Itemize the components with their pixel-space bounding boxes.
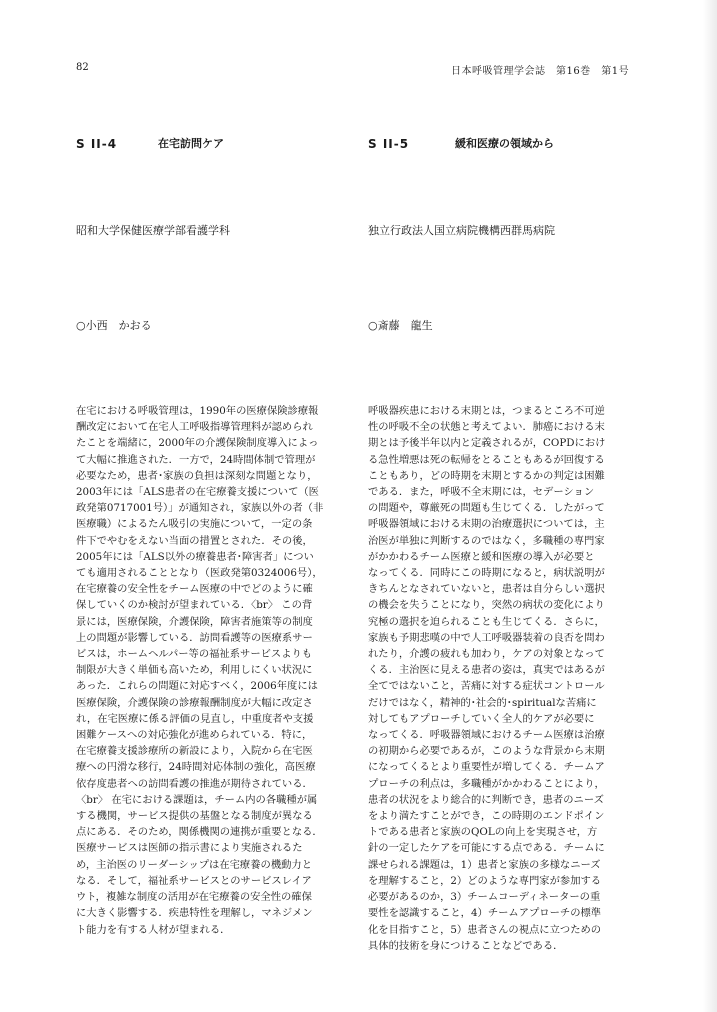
scan-edge-shadow <box>703 0 717 1012</box>
abstract-body-left: 在宅における呼吸管理は，1990年の医療保険診療報 酬改定において在宅人工呼吸指導管理料が認められ たことを端緒に，2000年の介護保険制度導入によっ て大幅に推進された．一方で，24時間体制で管理が 必要なため，患者･家族の負担は深刻な問題となり， 2003年には「ALS患者の在宅療養支援について（医 政発第0717001号）」が通知され，家族以外の者（非 医療職）によるたん吸引の実施について，一定の条 件下でやむをえない当面の措置とされた．その後， 2005年には「ALS以外の療養患者･障害者」につい ても適用されることとなり（医政発第0324006号）， 在宅療養の安全性をチーム医療の中でどのように確 保していくのか検討が望まれている．〈br〉 この背 景には，医療保険，介護保険，障害者施策等の制度 上の問題が影響している．訪問看護等の医療系サー ビスは，ホームヘルパー等の福祉系サービスよりも 制限が大きく単価も高いため，利用しにくい状況に あった．これらの問題に対応すべく，2006年度には 医療保険，介護保険の診療報酬制度が大幅に改定さ れ，在宅医療に係る評価の見直し，中重度者や支援 困難ケースへの対応強化が進められている．特に， 在宅療養支援診療所の新設により，入院から在宅医 療への円滑な移行，24時間対応体制の強化，高医療 依存度患者への訪問看護の推進が期待されている． 〈br〉 在宅における課題は，チーム内の各職種が属 する機関，サービス提供の基盤となる制度が異なる 点にある．そのため，関係機関の連携が重要となる． 医療サービスは医師の指示書により実施されるた め，主治医のリーダーシップは在宅療養の機動力と なる．そして，福祉系サービスとのサービスレイア ウト，複雑な制度の活用が在宅療養の安全性の確保 に大きく影響する．疾患特性を理解し，マネジメン ト能力を有する人材が望まれる． <box>76 405 324 936</box>
affiliation-left: 昭和大学保健医療学部看護学科 <box>76 224 230 237</box>
journal-header: 日本呼吸管理学会誌 第16巻 第1号 <box>451 66 630 77</box>
session-title-right: 緩和医療の領域から <box>455 137 554 150</box>
page-number: 82 <box>76 62 89 73</box>
session-title-left: 在宅訪問ケア <box>158 137 224 150</box>
session-code-left: S II-4 <box>76 137 118 151</box>
affiliation-right: 独立行政法人国立病院機構西群馬病院 <box>368 224 555 237</box>
author-right: ○斎藤 龍生 <box>368 319 433 332</box>
session-code-right: S II-5 <box>368 137 410 151</box>
abstract-body-right: 呼吸器疾患における末期とは，つまるところ不可逆 性の呼吸不全の状態と考えてよい．肺癌における末 期とは予後半年以内と定義されるが，COPDにおけ る急性増悪は死の転帰をとることもあるが回復する こともあり，どの時期を末期とするかの判定は困難 である．また，呼吸不全末期には，セデーション の問題や，尊厳死の問題も生じてくる．したがって 呼吸器領域における末期の治療選択については，主 治医が単独に判断するのではなく，多職種の専門家 がかかわるチーム医療と緩和医療の導入が必要と なってくる．同時にこの時期になると，病状説明が きちんとなされていないと，患者は自分らしい選択 の機会を失うことになり，突然の病状の変化により 究極の選択を迫られることも生じてくる．さらに， 家族も予期悲嘆の中で人工呼吸器装着の良否を問わ れたり，介護の疲れも加わり，ケアの対象となって くる．主治医に見える患者の姿は，真実ではあるが 全てではないこと，苦痛に対する症状コントロール だけではなく，精神的･社会的･spiritualな苦痛に 対してもアプローチしていく全人的ケアが必要に なってくる．呼吸器領域におけるチーム医療は治療 の初期から必要であるが，このような背景から末期 になってくるとより重要性が増してくる．チームア プローチの利点は，多職種がかかわることにより， 患者の状況をより総合的に判断でき，患者のニーズ をより満たすことができ，この時期のエンドポイン トである患者と家族のQOLの向上を実現させ，方 針の一定したケアを可能にする点である．チームに 課せられる課題は，1）患者と家族の多様なニーズ を理解すること，2）どのような専門家が参加する 必要があるのか，3）チームコーディネーターの重 要性を認識すること，4）チームアプローチの標準 化を目指すこと，5）患者さんの視点に立つための 具体的技術を身につけることなどである． <box>368 405 606 952</box>
author-left: ○小西 かおる <box>76 319 152 332</box>
